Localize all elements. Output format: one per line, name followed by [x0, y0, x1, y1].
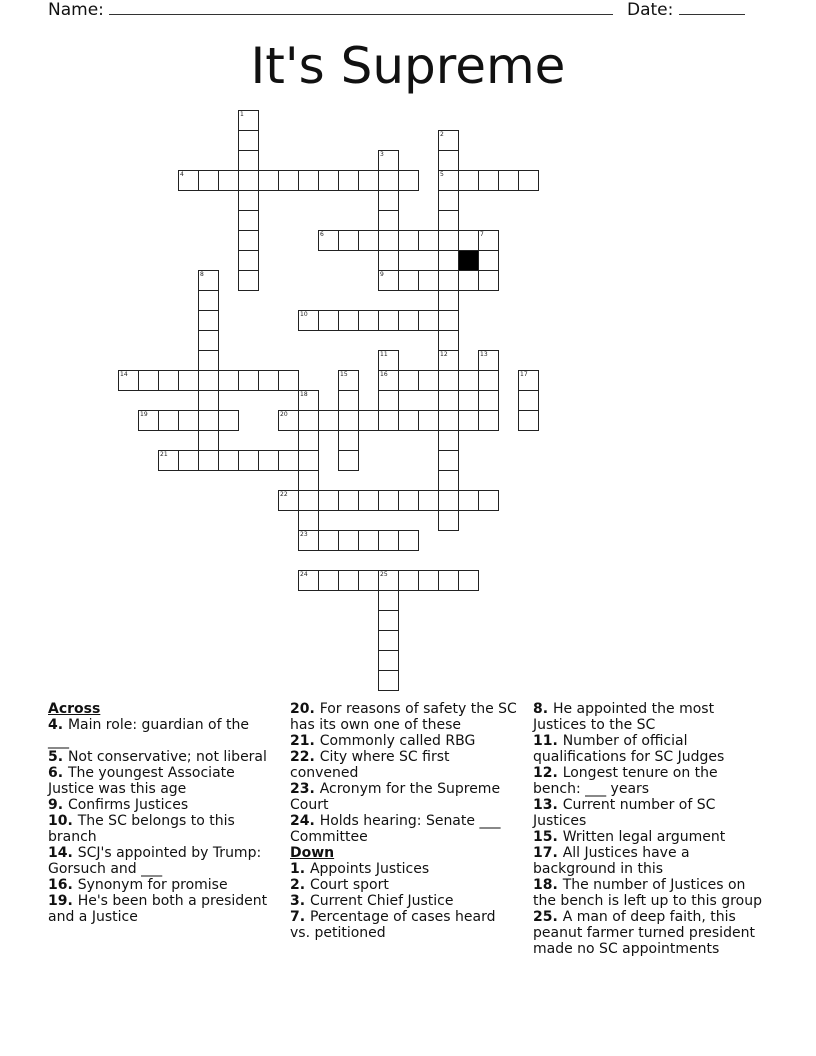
grid-cell[interactable] — [458, 230, 479, 251]
grid-cell[interactable] — [338, 430, 359, 451]
grid-cell[interactable] — [478, 250, 499, 271]
grid-cell[interactable] — [278, 170, 299, 191]
grid-cell[interactable] — [198, 370, 219, 391]
grid-cell[interactable] — [138, 370, 159, 391]
grid-cell[interactable] — [338, 450, 359, 471]
clue-text: City where SC first convened — [290, 749, 450, 781]
clue-text: Not conservative; not liberal — [67, 749, 267, 765]
grid-cell[interactable] — [438, 390, 459, 411]
clue-item — [290, 781, 518, 813]
grid-cell[interactable] — [478, 490, 499, 511]
grid-cell[interactable] — [518, 170, 539, 191]
clue-section-heading: Down — [290, 845, 335, 861]
grid-cell[interactable] — [398, 370, 419, 391]
clue-text: The number of Justices on the bench is left up to this group — [533, 877, 762, 909]
clue-number: 17. — [533, 845, 563, 861]
clue-item — [533, 877, 765, 909]
clue-number-label: 21 — [160, 451, 168, 458]
puzzle-title: It's Supreme — [250, 37, 566, 95]
grid-cell[interactable] — [298, 450, 319, 471]
clue-text: He appointed the most Justices to the SC — [533, 701, 715, 733]
grid-cell[interactable] — [378, 610, 399, 631]
clue-item — [290, 893, 518, 909]
grid-cell[interactable] — [358, 530, 379, 551]
grid-cell[interactable] — [338, 410, 359, 431]
grid-cell[interactable] — [198, 390, 219, 411]
grid-cell[interactable] — [378, 210, 399, 231]
grid-cell[interactable] — [258, 450, 279, 471]
grid-cell[interactable] — [418, 370, 439, 391]
clue-text: Commonly called RBG — [319, 733, 476, 749]
grid-cell[interactable] — [458, 570, 479, 591]
clue-number-label: 22 — [280, 491, 288, 498]
clue-item — [290, 877, 518, 893]
clue-item — [48, 717, 270, 749]
grid-cell[interactable] — [438, 270, 459, 291]
grid-cell[interactable] — [298, 170, 319, 191]
grid-cell[interactable] — [438, 370, 459, 391]
grid-cell[interactable] — [418, 230, 439, 251]
clue-number: 6. — [48, 765, 68, 781]
clue-item — [48, 893, 270, 925]
grid-cell[interactable] — [338, 490, 359, 511]
grid-cell[interactable] — [198, 350, 219, 371]
clue-item — [290, 733, 518, 749]
clue-number-label: 9 — [380, 271, 384, 278]
clue-number: 3. — [290, 893, 310, 909]
grid-cell[interactable] — [298, 470, 319, 491]
clue-item — [48, 749, 270, 765]
clue-text: SCJ's appointed by Trump: Gorsuch and ___ — [48, 845, 262, 877]
grid-cell[interactable] — [438, 290, 459, 311]
grid-cell[interactable] — [258, 370, 279, 391]
clue-number: 13. — [533, 797, 563, 813]
clue-number-label: 20 — [280, 411, 288, 418]
grid-cell[interactable] — [458, 270, 479, 291]
grid-cell[interactable] — [198, 410, 219, 431]
clue-text: Current Chief Justice — [309, 893, 454, 909]
clue-number-label: 23 — [300, 531, 308, 538]
clue-text: For reasons of safety the SC has its own one of these — [290, 701, 517, 733]
grid-cell[interactable] — [238, 170, 259, 191]
grid-cell[interactable] — [438, 210, 459, 231]
black-cell — [458, 250, 479, 271]
grid-cell[interactable] — [438, 230, 459, 251]
grid-cell[interactable] — [478, 410, 499, 431]
grid-cell[interactable] — [478, 170, 499, 191]
grid-cell[interactable] — [438, 490, 459, 511]
grid-cell[interactable] — [398, 410, 419, 431]
grid-cell[interactable] — [318, 570, 339, 591]
grid-cell[interactable] — [358, 230, 379, 251]
grid-cell[interactable] — [438, 470, 459, 491]
grid-cell[interactable] — [198, 310, 219, 331]
grid-cell[interactable] — [378, 410, 399, 431]
grid-cell[interactable] — [198, 450, 219, 471]
clue-number-label: 8 — [200, 271, 204, 278]
grid-cell[interactable] — [398, 310, 419, 331]
grid-cell[interactable] — [398, 270, 419, 291]
grid-cell[interactable] — [378, 670, 399, 691]
grid-cell[interactable] — [458, 370, 479, 391]
grid-cell[interactable] — [298, 490, 319, 511]
clue-number: 7. — [290, 909, 310, 925]
clue-number-label: 5 — [440, 171, 444, 178]
clue-text: Number of official qualifications for SC Judges — [533, 733, 725, 765]
clue-number-label: 6 — [320, 231, 324, 238]
grid-cell[interactable] — [478, 390, 499, 411]
clue-number-label: 12 — [440, 351, 448, 358]
grid-cell[interactable] — [198, 170, 219, 191]
grid-cell[interactable] — [278, 450, 299, 471]
clue-number: 23. — [290, 781, 320, 797]
clue-number: 14. — [48, 845, 78, 861]
grid-cell[interactable] — [178, 450, 199, 471]
grid-cell[interactable] — [438, 190, 459, 211]
clue-number-label: 13 — [480, 351, 488, 358]
grid-cell[interactable] — [418, 270, 439, 291]
clue-item — [290, 861, 518, 877]
grid-cell[interactable] — [378, 650, 399, 671]
grid-cell[interactable] — [298, 430, 319, 451]
clue-text: Confirms Justices — [67, 797, 189, 813]
grid-cell[interactable] — [238, 130, 259, 151]
grid-cell[interactable] — [398, 490, 419, 511]
grid-cell[interactable] — [198, 330, 219, 351]
grid-cell[interactable] — [338, 310, 359, 331]
clue-number: 8. — [533, 701, 553, 717]
clue-number-label: 18 — [300, 391, 308, 398]
clue-item — [533, 701, 765, 733]
clue-item — [533, 733, 765, 765]
grid-cell[interactable] — [238, 450, 259, 471]
grid-cell[interactable] — [378, 250, 399, 271]
clue-number-label: 11 — [380, 351, 388, 358]
clue-item — [48, 765, 270, 797]
grid-cell[interactable] — [478, 270, 499, 291]
clue-number-label: 17 — [520, 371, 528, 378]
grid-cell[interactable] — [298, 410, 319, 431]
clue-text: Current number of SC Justices — [533, 797, 716, 829]
clue-number: 5. — [48, 749, 68, 765]
grid-cell[interactable] — [438, 410, 459, 431]
clue-text: The SC belongs to this branch — [48, 813, 235, 845]
clue-number-label: 1 — [240, 111, 244, 118]
grid-cell[interactable] — [378, 630, 399, 651]
grid-cell[interactable] — [398, 570, 419, 591]
grid-cell[interactable] — [438, 450, 459, 471]
clue-item — [533, 829, 765, 845]
grid-cell[interactable] — [358, 490, 379, 511]
clue-number: 25. — [533, 909, 563, 925]
grid-cell[interactable] — [418, 410, 439, 431]
clue-number: 2. — [290, 877, 310, 893]
clue-number-label: 7 — [480, 231, 484, 238]
clue-number: 16. — [48, 877, 78, 893]
clue-number: 15. — [533, 829, 563, 845]
clue-text: Written legal argument — [562, 829, 726, 845]
grid-cell[interactable] — [318, 170, 339, 191]
clue-item — [48, 845, 270, 877]
grid-cell[interactable] — [378, 190, 399, 211]
grid-cell[interactable] — [478, 370, 499, 391]
clue-number-label: 19 — [140, 411, 148, 418]
grid-cell[interactable] — [378, 170, 399, 191]
clue-text: Court sport — [309, 877, 389, 893]
grid-cell[interactable] — [158, 370, 179, 391]
grid-cell[interactable] — [458, 410, 479, 431]
grid-cell[interactable] — [298, 510, 319, 531]
grid-cell[interactable] — [238, 150, 259, 171]
clue-text: Longest tenure on the bench: ___ years — [533, 765, 718, 797]
grid-cell[interactable] — [318, 410, 339, 431]
grid-cell[interactable] — [438, 150, 459, 171]
grid-cell[interactable] — [378, 310, 399, 331]
clue-text: Percentage of cases heard vs. petitioned — [290, 909, 496, 941]
grid-cell[interactable] — [438, 310, 459, 331]
clue-item — [533, 765, 765, 797]
grid-cell[interactable] — [358, 410, 379, 431]
clue-number: 19. — [48, 893, 78, 909]
clue-number: 10. — [48, 813, 78, 829]
grid-cell[interactable] — [458, 490, 479, 511]
clue-number: 21. — [290, 733, 320, 749]
grid-cell[interactable] — [198, 290, 219, 311]
clue-number: 22. — [290, 749, 320, 765]
clue-item — [533, 845, 765, 877]
date-line[interactable] — [679, 0, 745, 15]
grid-cell[interactable] — [238, 230, 259, 251]
grid-cell[interactable] — [398, 170, 419, 191]
grid-cell[interactable] — [498, 170, 519, 191]
grid-cell[interactable] — [338, 390, 359, 411]
clue-item — [48, 877, 270, 893]
clue-number-label: 25 — [380, 571, 388, 578]
clue-number: 9. — [48, 797, 68, 813]
grid-cell[interactable] — [438, 430, 459, 451]
grid-cell[interactable] — [178, 370, 199, 391]
clue-item — [533, 909, 765, 957]
grid-cell[interactable] — [318, 310, 339, 331]
grid-cell[interactable] — [218, 410, 239, 431]
grid-cell[interactable] — [278, 370, 299, 391]
grid-cell[interactable] — [438, 250, 459, 271]
clue-item — [290, 813, 518, 845]
clue-item — [48, 813, 270, 845]
clue-number-label: 16 — [380, 371, 388, 378]
grid-cell[interactable] — [518, 410, 539, 431]
grid-cell[interactable] — [378, 390, 399, 411]
clue-item — [533, 797, 765, 829]
grid-cell[interactable] — [238, 250, 259, 271]
grid-cell[interactable] — [178, 410, 199, 431]
clue-column-2 — [290, 701, 518, 941]
grid-cell[interactable] — [218, 450, 239, 471]
clue-number: 12. — [533, 765, 563, 781]
clue-number: 18. — [533, 877, 563, 893]
grid-cell[interactable] — [358, 170, 379, 191]
clue-number-label: 4 — [180, 171, 184, 178]
clue-number-label: 24 — [300, 571, 308, 578]
grid-cell[interactable] — [438, 570, 459, 591]
clue-number: 20. — [290, 701, 320, 717]
grid-cell[interactable] — [358, 310, 379, 331]
clue-number: 24. — [290, 813, 320, 829]
clue-text: Appoints Justices — [309, 861, 430, 877]
grid-cell[interactable] — [378, 230, 399, 251]
clue-number: 1. — [290, 861, 310, 877]
clue-item — [290, 701, 518, 733]
grid-cell[interactable] — [158, 410, 179, 431]
grid-cell[interactable] — [378, 590, 399, 611]
grid-cell[interactable] — [238, 270, 259, 291]
grid-cell[interactable] — [418, 310, 439, 331]
clue-section-heading: Across — [48, 701, 101, 717]
grid-cell[interactable] — [378, 530, 399, 551]
name-line[interactable] — [109, 0, 613, 15]
grid-cell[interactable] — [518, 390, 539, 411]
clue-item — [290, 749, 518, 781]
grid-cell[interactable] — [218, 170, 239, 191]
grid-cell[interactable] — [378, 490, 399, 511]
grid-cell[interactable] — [438, 510, 459, 531]
grid-cell[interactable] — [398, 230, 419, 251]
clue-number-label: 14 — [120, 371, 128, 378]
grid-cell[interactable] — [238, 190, 259, 211]
grid-cell[interactable] — [338, 170, 359, 191]
grid-cell[interactable] — [418, 570, 439, 591]
name-field[interactable] — [48, 0, 613, 21]
clue-number-label: 10 — [300, 311, 308, 318]
grid-cell[interactable] — [258, 170, 279, 191]
grid-cell[interactable] — [318, 490, 339, 511]
grid-cell[interactable] — [438, 330, 459, 351]
clue-text: Holds hearing: Senate ___ Committee — [290, 813, 501, 845]
clue-column-1 — [48, 701, 270, 925]
clue-number-label: 3 — [380, 151, 384, 158]
clue-text: Synonym for promise — [77, 877, 228, 893]
grid-cell[interactable] — [218, 370, 239, 391]
grid-cell[interactable] — [358, 570, 379, 591]
clue-number: 4. — [48, 717, 68, 733]
grid-cell[interactable] — [398, 530, 419, 551]
grid-cell[interactable] — [338, 570, 359, 591]
grid-cell[interactable] — [238, 370, 259, 391]
clue-text: Acronym for the Supreme Court — [290, 781, 501, 813]
clue-item — [48, 797, 270, 813]
clue-text: All Justices have a background in this — [533, 845, 690, 877]
clue-number-label: 2 — [440, 131, 444, 138]
clue-text: The youngest Associate Justice was this age — [48, 765, 235, 797]
clue-number-label: 15 — [340, 371, 348, 378]
date-field[interactable] — [627, 0, 745, 21]
name-label: Name: — [48, 0, 104, 20]
grid-cell[interactable] — [418, 490, 439, 511]
grid-cell[interactable] — [458, 170, 479, 191]
date-label: Date: — [627, 0, 674, 20]
clue-text: Main role: guardian of the ___ — [48, 717, 249, 749]
clue-text: A man of deep faith, this peanut farmer turned president made no SC appointments — [533, 909, 755, 957]
grid-cell[interactable] — [238, 210, 259, 231]
grid-cell[interactable] — [198, 430, 219, 451]
grid-cell[interactable] — [338, 230, 359, 251]
grid-cell[interactable] — [338, 530, 359, 551]
clue-item — [290, 909, 518, 941]
clue-number: 11. — [533, 733, 563, 749]
grid-cell[interactable] — [318, 530, 339, 551]
clue-text: He's been both a president and a Justice — [48, 893, 268, 925]
clue-column-3 — [533, 701, 765, 957]
